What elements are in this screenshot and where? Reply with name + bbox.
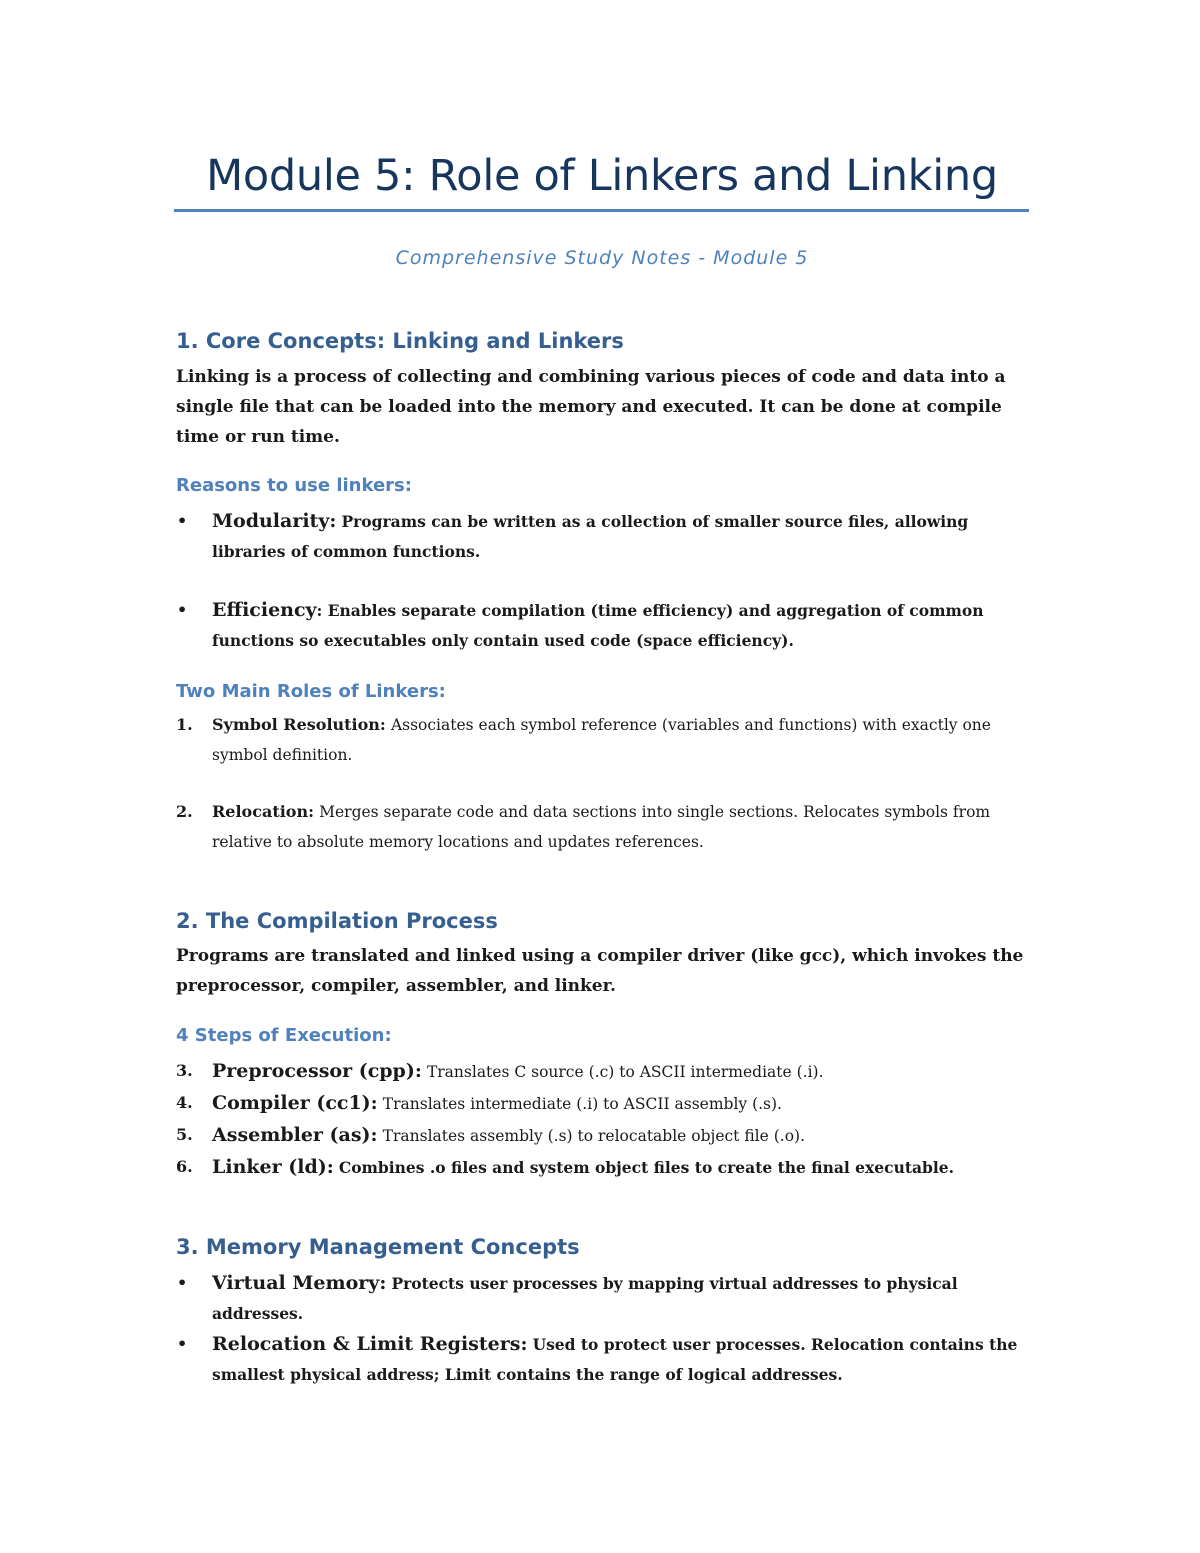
item-term: Efficiency: [212, 599, 317, 621]
list-number: 5.: [176, 1125, 193, 1144]
item-text: Associates each symbol reference (variables and functions) with exactly one symbol definition.: [212, 716, 991, 764]
list-item-linker: [176, 1152, 1026, 1183]
item-text: Translates assembly (.s) to relocatable object file (.o).: [382, 1127, 806, 1145]
list-item-virtual-memory: [176, 1268, 1026, 1329]
item-term: Preprocessor (cpp):: [212, 1060, 422, 1082]
section-3-heading: 3. Memory Management Concepts: [176, 1235, 580, 1259]
list-number: 6.: [176, 1157, 193, 1176]
item-term: Relocation & Limit Registers:: [212, 1333, 528, 1355]
item-text: Translates C source (.c) to ASCII intermediate (.i).: [426, 1063, 824, 1081]
section-1-paragraph: Linking is a process of collecting and combining various pieces of code and data into a single file that can be loaded into the memory and executed. It can be done at compile time or run time.: [176, 367, 1006, 447]
item-text: : Enables separate compilation (time efficiency) and aggregation of common functions so executables only contain used code (space efficiency).: [212, 601, 984, 650]
item-term: Compiler (cc1):: [212, 1092, 378, 1114]
page-title: Module 5: Role of Linkers and Linking: [206, 151, 998, 201]
list-item-preprocessor: [176, 1056, 1026, 1087]
section-1-heading: 1. Core Concepts: Linking and Linkers: [176, 329, 624, 353]
section-2-paragraph: Programs are translated and linked using a compiler driver (like gcc), which invokes the preprocessor, compiler, assembler, and linker.: [176, 946, 1024, 996]
list-item-symbol-resolution: [176, 710, 1026, 770]
roles-heading: Two Main Roles of Linkers:: [176, 681, 446, 702]
list-number: 3.: [176, 1061, 193, 1080]
item-term: Assembler (as):: [212, 1124, 378, 1146]
bullet-icon: •: [177, 511, 188, 530]
item-text: Programs can be written as a collection of smaller source files, allowing libraries of common functions.: [212, 512, 969, 561]
section-2-heading: 2. The Compilation Process: [176, 909, 498, 933]
list-number: 4.: [176, 1093, 193, 1112]
item-text: Translates intermediate (.i) to ASCII assembly (.s).: [382, 1095, 782, 1113]
item-term: Linker (ld):: [212, 1156, 334, 1178]
reasons-heading: Reasons to use linkers:: [176, 475, 412, 496]
list-number: 1.: [176, 715, 193, 734]
item-text: Merges separate code and data sections into single sections. Relocates symbols from relative to absolute memory locations and updates references.: [212, 803, 991, 851]
steps-heading: 4 Steps of Execution:: [176, 1025, 392, 1046]
bullet-icon: •: [177, 1334, 188, 1353]
item-text: Protects user processes by mapping virtual addresses to physical addresses.: [212, 1274, 958, 1323]
list-item-relocation-limit-registers: [176, 1329, 1026, 1390]
item-term: Relocation:: [212, 802, 315, 821]
list-item-modularity: [176, 506, 1026, 567]
list-item-assembler: [176, 1120, 1026, 1151]
list-item-efficiency: [176, 595, 1026, 656]
item-text: Combines .o files and system object files to create the final executable.: [338, 1158, 955, 1177]
item-text: Used to protect user processes. Relocation contains the smallest physical address; Limit contains the range of logical addresses.: [212, 1335, 1018, 1384]
bullet-icon: •: [177, 1273, 188, 1292]
page-subtitle: Comprehensive Study Notes - Module 5: [395, 247, 809, 269]
list-item-compiler: [176, 1088, 1026, 1119]
item-term: Symbol Resolution:: [212, 715, 386, 734]
list-number: 2.: [176, 802, 193, 821]
item-term: Modularity:: [212, 510, 337, 532]
list-item-relocation: [176, 797, 1026, 857]
item-term: Virtual Memory:: [212, 1272, 387, 1294]
bullet-icon: •: [177, 600, 188, 619]
title-divider: [174, 209, 1029, 212]
